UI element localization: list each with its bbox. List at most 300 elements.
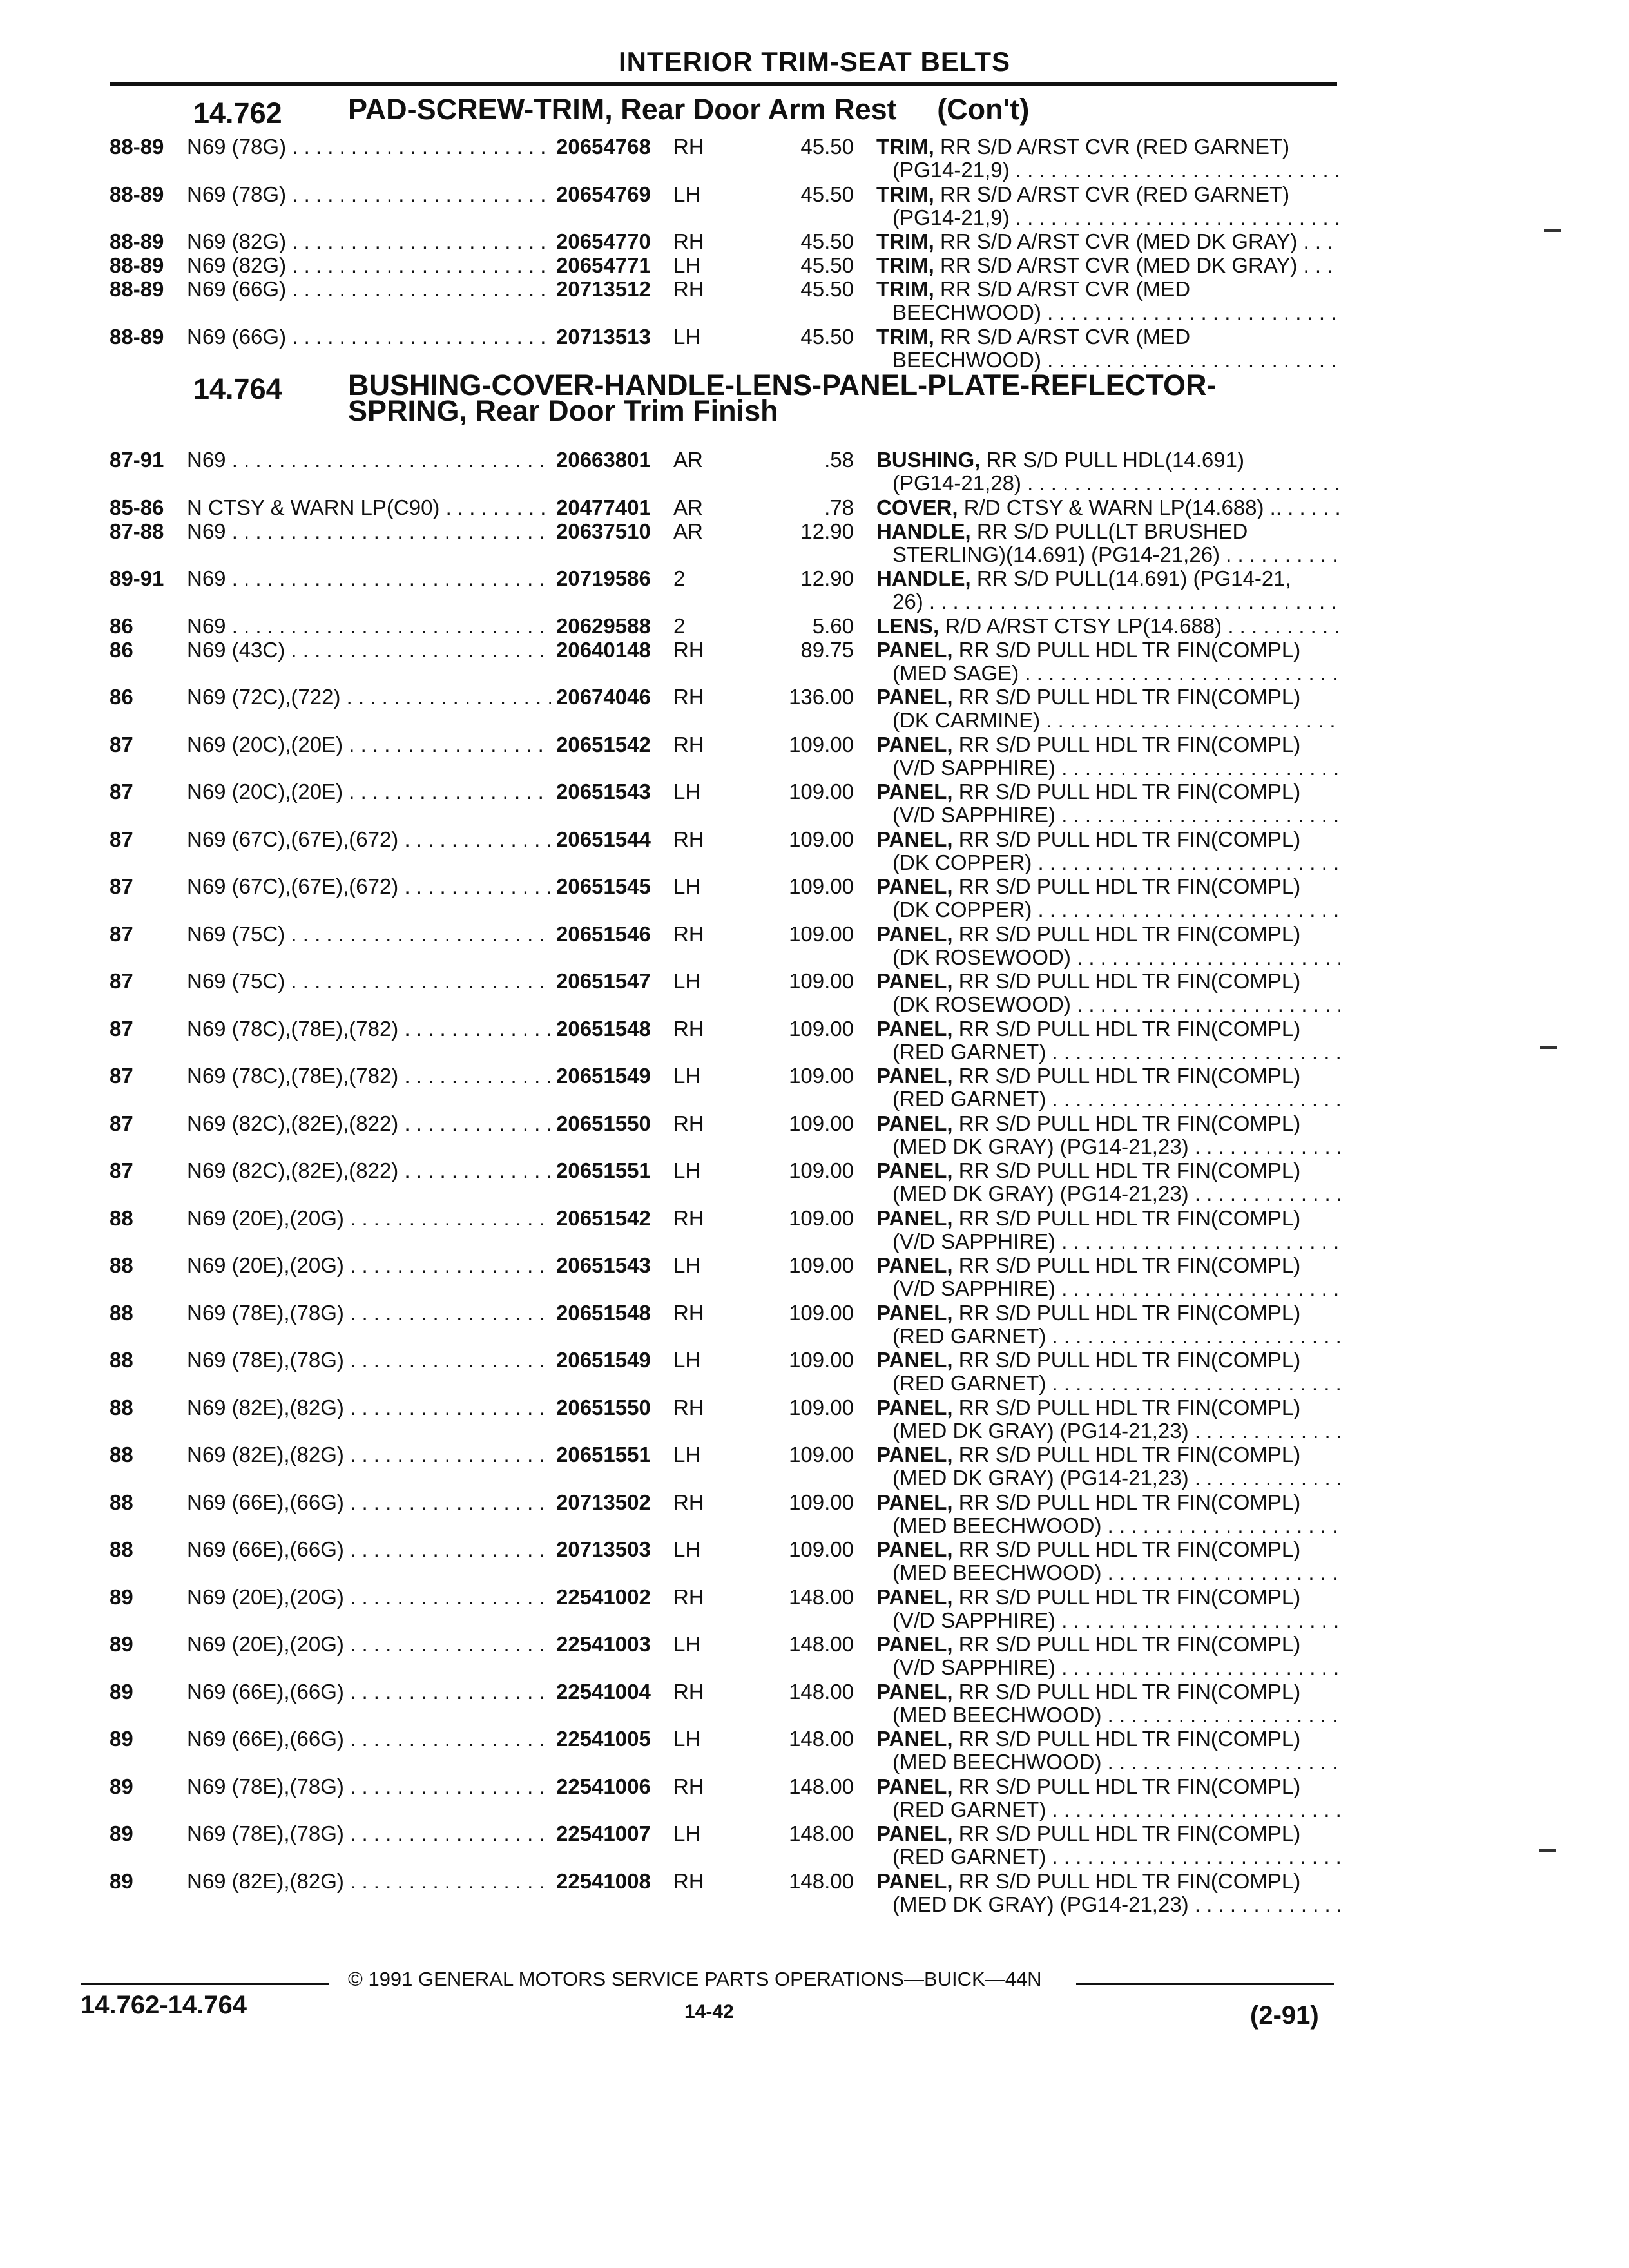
price: 109.00	[789, 827, 854, 851]
price: 109.00	[789, 874, 854, 898]
footer-copyright: © 1991 GENERAL MOTORS SERVICE PARTS OPERATIONS—BUICK—44N	[348, 1968, 1042, 1990]
description-line: PANEL, RR S/D PULL HDL TR FIN(COMPL)	[876, 1349, 1301, 1372]
part-row	[106, 1207, 1350, 1254]
model-year: 89	[110, 1727, 133, 1751]
model-code: N69 (78E),(78G) . . .	[187, 1302, 631, 1325]
model-year: 89	[110, 1869, 133, 1893]
part-row	[106, 875, 1350, 923]
description-continuation: (V/D SAPPHIRE) . . .	[876, 803, 1340, 827]
part-row	[106, 1680, 1350, 1728]
description-line: PANEL, RR S/D PULL HDL TR FIN(COMPL)	[876, 1774, 1301, 1798]
model-code: N69 (78E),(78G) . . .	[187, 1822, 631, 1845]
quantity-side: RH	[673, 827, 704, 851]
description-line: TRIM, RR S/D A/RST CVR (RED GARNET)	[876, 182, 1290, 206]
part-description	[876, 448, 1340, 495]
model-code: N69 (78E),(78G) . . .	[187, 1775, 631, 1798]
part-description	[876, 278, 1340, 324]
description-line: PANEL, RR S/D PULL HDL TR FIN(COMPL)	[876, 638, 1301, 662]
part-row	[106, 325, 1350, 373]
model-code: N69 (75C) . . .	[187, 970, 631, 993]
model-year: 88-89	[110, 182, 164, 206]
description-line: BUSHING, RR S/D PULL HDL(14.691)	[876, 448, 1244, 472]
part-row	[106, 448, 1350, 496]
price: 148.00	[789, 1727, 854, 1751]
price: 109.00	[789, 1016, 854, 1041]
model-year: 89	[110, 1821, 133, 1845]
description-line: PANEL, RR S/D PULL HDL TR FIN(COMPL)	[876, 1301, 1301, 1325]
part-number: 22541008	[551, 1870, 685, 1893]
quantity-side: LH	[673, 1348, 701, 1372]
description-line: PANEL, RR S/D PULL HDL TR FIN(COMPL)	[876, 1396, 1301, 1419]
model-year: 88-89	[110, 253, 164, 277]
description-continuation: BEECHWOOD) . . .	[876, 349, 1340, 372]
price: 109.00	[789, 1064, 854, 1088]
price: 5.60	[812, 613, 854, 638]
model-code: N69 . . .	[187, 567, 631, 590]
part-description	[876, 733, 1340, 780]
part-number: 20651545	[551, 875, 685, 898]
part-description	[876, 496, 1340, 519]
part-number: 20651550	[551, 1112, 685, 1135]
quantity-side: RH	[673, 1206, 704, 1230]
quantity-side: RH	[673, 685, 704, 709]
quantity-side: LH	[673, 324, 701, 349]
quantity-side: LH	[673, 253, 701, 277]
description-continuation: STERLING)(14.691) (PG14-21,26) . . .	[876, 543, 1340, 566]
part-description	[876, 1396, 1340, 1443]
part-number: 20651549	[551, 1349, 685, 1372]
part-description	[876, 686, 1340, 732]
part-number: 22541006	[551, 1775, 685, 1798]
section-title: BUSHING-COVER-HANDLE-LENS-PANEL-PLATE-REFLECTOR- SPRING, Rear Door Trim Finish	[348, 369, 1217, 427]
model-year: 88	[110, 1253, 133, 1277]
price: 12.90	[800, 519, 854, 543]
price: 45.50	[800, 229, 854, 253]
part-number: 20674046	[551, 686, 685, 709]
part-row	[106, 615, 1350, 639]
part-number: 20651542	[551, 733, 685, 756]
price: 109.00	[789, 732, 854, 756]
model-year: 87	[110, 732, 133, 756]
model-year: 88-89	[110, 324, 164, 349]
description-line: TRIM, RR S/D A/RST CVR (MED DK GRAY) . . .	[876, 230, 1340, 253]
part-row	[106, 135, 1350, 183]
part-number: 20654768	[551, 135, 685, 159]
quantity-side: RH	[673, 1584, 704, 1609]
model-code: N69 (20E),(20G) . . .	[187, 1254, 631, 1277]
description-line: TRIM, RR S/D A/RST CVR (MED	[876, 325, 1191, 349]
model-code: N69 (20E),(20G) . . .	[187, 1207, 631, 1230]
part-row	[106, 639, 1350, 686]
model-code: N69 (66E),(66G) . . .	[187, 1538, 631, 1561]
quantity-side: RH	[673, 1679, 704, 1704]
model-year: 86	[110, 637, 133, 662]
part-number: 20651546	[551, 923, 685, 946]
model-year: 87	[110, 780, 133, 803]
part-row	[106, 1349, 1350, 1396]
footer-rule-left	[81, 1983, 329, 1985]
part-row	[106, 1870, 1350, 1917]
description-continuation: (DK ROSEWOOD) . . .	[876, 993, 1340, 1016]
model-code: N CTSY & WARN LP(C90) . . .	[187, 496, 631, 519]
description-line: LENS, R/D A/RST CTSY LP(14.688) . . .	[876, 615, 1340, 638]
description-continuation: (V/D SAPPHIRE) . . .	[876, 1277, 1340, 1300]
price: 148.00	[789, 1632, 854, 1656]
price: 109.00	[789, 1537, 854, 1561]
description-line: TRIM, RR S/D A/RST CVR (MED DK GRAY) . . .	[876, 254, 1340, 277]
quantity-side: 2	[673, 613, 686, 638]
description-line: PANEL, RR S/D PULL HDL TR FIN(COMPL)	[876, 1254, 1301, 1277]
part-number: 20477401	[551, 496, 685, 519]
model-code: N69 (20E),(20G) . . .	[187, 1586, 631, 1609]
quantity-side: RH	[673, 1300, 704, 1325]
part-number: 20640148	[551, 639, 685, 662]
price: 45.50	[800, 324, 854, 349]
model-code: N69 (20E),(20G) . . .	[187, 1633, 631, 1656]
part-description	[876, 1538, 1340, 1584]
description-line: PANEL, RR S/D PULL HDL TR FIN(COMPL)	[876, 686, 1301, 709]
quantity-side: RH	[673, 732, 704, 756]
price: .58	[824, 448, 854, 472]
description-continuation: (MED DK GRAY) (PG14-21,23) . . .	[876, 1419, 1340, 1443]
price: 109.00	[789, 780, 854, 803]
footer-rule-right	[1076, 1983, 1334, 1985]
quantity-side: LH	[673, 1158, 701, 1182]
description-continuation: (V/D SAPPHIRE) . . .	[876, 1656, 1340, 1679]
part-row	[106, 1159, 1350, 1207]
price: 109.00	[789, 1158, 854, 1182]
part-description	[876, 1017, 1340, 1064]
edge-mark	[1544, 229, 1561, 232]
model-year: 85-86	[110, 495, 164, 519]
model-code: N69 (67C),(67E),(672) . . .	[187, 875, 631, 898]
quantity-side: AR	[673, 519, 703, 543]
part-row	[106, 1254, 1350, 1302]
part-description	[876, 135, 1340, 182]
part-row	[106, 686, 1350, 733]
description-continuation: (MED DK GRAY) (PG14-21,23) . . .	[876, 1182, 1340, 1206]
quantity-side: LH	[673, 1537, 701, 1561]
model-code: N69 (78G) . . .	[187, 135, 631, 159]
model-year: 86	[110, 613, 133, 638]
price: 148.00	[789, 1774, 854, 1798]
description-line: PANEL, RR S/D PULL HDL TR FIN(COMPL)	[876, 1443, 1301, 1466]
model-year: 88-89	[110, 229, 164, 253]
quantity-side: RH	[673, 229, 704, 253]
model-year: 87	[110, 921, 133, 946]
part-number: 22541003	[551, 1633, 685, 1656]
part-description	[876, 1491, 1340, 1537]
part-description	[876, 828, 1340, 874]
part-row	[106, 254, 1350, 278]
description-continuation: (MED DK GRAY) (PG14-21,23) . . .	[876, 1893, 1340, 1916]
part-number: 20651548	[551, 1302, 685, 1325]
quantity-side: LH	[673, 969, 701, 993]
quantity-side: RH	[673, 1016, 704, 1041]
quantity-side: AR	[673, 495, 703, 519]
description-line: PANEL, RR S/D PULL HDL TR FIN(COMPL)	[876, 1490, 1301, 1514]
part-description	[876, 1870, 1340, 1916]
description-line: TRIM, RR S/D A/RST CVR (RED GARNET)	[876, 135, 1290, 159]
model-year: 87	[110, 1158, 133, 1182]
part-description	[876, 254, 1340, 277]
quantity-side: RH	[673, 921, 704, 946]
price: 45.50	[800, 253, 854, 277]
quantity-side: RH	[673, 1111, 704, 1135]
description-line: PANEL, RR S/D PULL HDL TR FIN(COMPL)	[876, 1822, 1301, 1845]
part-number: 20651543	[551, 780, 685, 803]
price: 109.00	[789, 1490, 854, 1514]
part-row	[106, 1727, 1350, 1775]
model-code: N69 . . .	[187, 615, 631, 638]
part-row	[106, 1633, 1350, 1680]
part-description	[876, 1207, 1340, 1253]
part-description	[876, 875, 1340, 921]
model-year: 87	[110, 874, 133, 898]
description-line: PANEL, RR S/D PULL HDL TR FIN(COMPL)	[876, 1159, 1301, 1182]
description-continuation: (RED GARNET) . . .	[876, 1798, 1340, 1821]
description-line: PANEL, RR S/D PULL HDL TR FIN(COMPL)	[876, 970, 1301, 993]
quantity-side: RH	[673, 1395, 704, 1419]
part-row	[106, 780, 1350, 828]
quantity-side: LH	[673, 182, 701, 206]
description-line: PANEL, RR S/D PULL HDL TR FIN(COMPL)	[876, 1111, 1301, 1135]
model-code: N69 (82C),(82E),(822) . . .	[187, 1112, 631, 1135]
description-continuation: (RED GARNET) . . .	[876, 1088, 1340, 1111]
description-continuation: (RED GARNET) . . .	[876, 1041, 1340, 1064]
price: 109.00	[789, 921, 854, 946]
part-description	[876, 1633, 1340, 1679]
part-row	[106, 828, 1350, 876]
price: 148.00	[789, 1584, 854, 1609]
price: 89.75	[800, 637, 854, 662]
part-description	[876, 1586, 1340, 1632]
model-year: 88-89	[110, 277, 164, 301]
part-number: 20629588	[551, 615, 685, 638]
part-number: 20651551	[551, 1443, 685, 1466]
model-year: 89-91	[110, 566, 164, 590]
description-line: HANDLE, RR S/D PULL(LT BRUSHED	[876, 519, 1248, 543]
part-number: 20651544	[551, 828, 685, 851]
part-number: 20651550	[551, 1396, 685, 1419]
section-14762-list	[106, 135, 1350, 372]
model-year: 87-88	[110, 519, 164, 543]
model-code: N69 (20C),(20E) . . .	[187, 733, 631, 756]
description-continuation: (MED BEECHWOOD) . . .	[876, 1561, 1340, 1584]
part-row	[106, 733, 1350, 781]
edge-mark	[1540, 1046, 1557, 1049]
part-row	[106, 1538, 1350, 1586]
footer-section-range: 14.762-14.764	[81, 1991, 247, 2019]
price: 148.00	[789, 1869, 854, 1893]
model-year: 89	[110, 1584, 133, 1609]
model-year: 89	[110, 1679, 133, 1704]
section-14762-heading	[106, 93, 1350, 135]
description-line: TRIM, RR S/D A/RST CVR (MED	[876, 278, 1191, 301]
description-line: PANEL, RR S/D PULL HDL TR FIN(COMPL)	[876, 1680, 1301, 1704]
description-line: COVER, R/D CTSY & WARN LP(14.688) .. . . .	[876, 496, 1340, 519]
part-row	[106, 1017, 1350, 1065]
part-row	[106, 567, 1350, 615]
model-code: N69 (66G) . . .	[187, 325, 631, 349]
part-description	[876, 780, 1340, 827]
description-continuation: (DK CARMINE) . . .	[876, 709, 1340, 732]
description-line: PANEL, RR S/D PULL HDL TR FIN(COMPL)	[876, 1206, 1301, 1230]
model-year: 87-91	[110, 448, 164, 472]
price: 45.50	[800, 277, 854, 301]
part-description	[876, 1064, 1340, 1111]
model-year: 88	[110, 1206, 133, 1230]
model-year: 88	[110, 1490, 133, 1514]
price: 45.50	[800, 135, 854, 159]
model-year: 87	[110, 1111, 133, 1135]
quantity-side: LH	[673, 1443, 701, 1466]
quantity-side: LH	[673, 1253, 701, 1277]
price: 109.00	[789, 1253, 854, 1277]
part-description	[876, 1159, 1340, 1206]
section-title: PAD-SCREW-TRIM, Rear Door Arm Rest (Con't)	[348, 93, 1030, 126]
quantity-side: LH	[673, 1821, 701, 1845]
price: 148.00	[789, 1821, 854, 1845]
description-line: PANEL, RR S/D PULL HDL TR FIN(COMPL)	[876, 1869, 1301, 1893]
part-row	[106, 1396, 1350, 1444]
part-row	[106, 1112, 1350, 1160]
part-number: 20637510	[551, 520, 685, 543]
model-year: 87	[110, 1064, 133, 1088]
part-description	[876, 1775, 1340, 1821]
description-line: PANEL, RR S/D PULL HDL TR FIN(COMPL)	[876, 1585, 1301, 1609]
price: 109.00	[789, 1111, 854, 1135]
description-continuation: (DK COPPER) . . .	[876, 851, 1340, 874]
description-continuation: (MED SAGE) . . .	[876, 662, 1340, 685]
price: 109.00	[789, 1395, 854, 1419]
part-number: 20654769	[551, 183, 685, 206]
description-continuation: (V/D SAPPHIRE) . . .	[876, 756, 1340, 780]
description-continuation: (V/D SAPPHIRE) . . .	[876, 1230, 1340, 1253]
description-line: PANEL, RR S/D PULL HDL TR FIN(COMPL)	[876, 922, 1301, 946]
model-code: N69 (82E),(82G) . . .	[187, 1396, 631, 1419]
part-number: 20651549	[551, 1064, 685, 1088]
description-line: PANEL, RR S/D PULL HDL TR FIN(COMPL)	[876, 1064, 1301, 1088]
quantity-side: AR	[673, 448, 703, 472]
part-number: 20713512	[551, 278, 685, 301]
part-number: 20654771	[551, 254, 685, 277]
quantity-side: RH	[673, 135, 704, 159]
description-line: PANEL, RR S/D PULL HDL TR FIN(COMPL)	[876, 1538, 1301, 1561]
model-code: N69 (78E),(78G) . . .	[187, 1349, 631, 1372]
part-number: 20713513	[551, 325, 685, 349]
quantity-side: LH	[673, 1727, 701, 1751]
description-line: PANEL, RR S/D PULL HDL TR FIN(COMPL)	[876, 733, 1301, 756]
model-code: N69 (66G) . . .	[187, 278, 631, 301]
header-rule	[110, 82, 1337, 86]
model-year: 88-89	[110, 135, 164, 159]
description-continuation: (PG14-21,28) . . .	[876, 472, 1340, 495]
edge-mark	[1539, 1849, 1556, 1852]
part-description	[876, 230, 1340, 253]
part-row	[106, 278, 1350, 325]
part-number: 20651543	[551, 1254, 685, 1277]
part-description	[876, 1349, 1340, 1395]
part-row	[106, 923, 1350, 970]
model-code: N69 (67C),(67E),(672) . . .	[187, 828, 631, 851]
part-number: 20713502	[551, 1491, 685, 1514]
part-description	[876, 567, 1340, 613]
part-row	[106, 1302, 1350, 1349]
part-number: 22541005	[551, 1727, 685, 1751]
description-continuation: (RED GARNET) . . .	[876, 1372, 1340, 1395]
part-row	[106, 1586, 1350, 1633]
model-year: 89	[110, 1774, 133, 1798]
description-continuation: (V/D SAPPHIRE) . . .	[876, 1609, 1340, 1632]
quantity-side: LH	[673, 874, 701, 898]
model-code: N69 (66E),(66G) . . .	[187, 1727, 631, 1751]
quantity-side: LH	[673, 1632, 701, 1656]
part-description	[876, 1302, 1340, 1348]
part-description	[876, 1822, 1340, 1869]
description-line: PANEL, RR S/D PULL HDL TR FIN(COMPL)	[876, 780, 1301, 803]
part-row	[106, 1064, 1350, 1112]
page-header: INTERIOR TRIM-SEAT BELTS	[618, 46, 1011, 77]
part-row	[106, 1443, 1350, 1491]
description-continuation: BEECHWOOD) . . .	[876, 301, 1340, 324]
description-line: PANEL, RR S/D PULL HDL TR FIN(COMPL)	[876, 827, 1301, 851]
model-code: N69 (82G) . . .	[187, 230, 631, 253]
description-continuation: (DK ROSEWOOD) . . .	[876, 946, 1340, 969]
quantity-side: 2	[673, 566, 686, 590]
part-row	[106, 496, 1350, 520]
price: 109.00	[789, 969, 854, 993]
part-description	[876, 1254, 1340, 1300]
model-code: N69 (82E),(82G) . . .	[187, 1443, 631, 1466]
price: 109.00	[789, 1348, 854, 1372]
part-number: 22541007	[551, 1822, 685, 1845]
quantity-side: RH	[673, 1869, 704, 1893]
model-year: 88	[110, 1300, 133, 1325]
model-year: 87	[110, 827, 133, 851]
footer-date: (2-91)	[1250, 2001, 1319, 2030]
price: 109.00	[789, 1206, 854, 1230]
model-code: N69 (43C) . . .	[187, 639, 631, 662]
part-description	[876, 1727, 1340, 1774]
part-number: 22541004	[551, 1680, 685, 1704]
part-description	[876, 615, 1340, 638]
quantity-side: RH	[673, 277, 704, 301]
section-number: 14.762	[193, 97, 282, 130]
description-line: PANEL, RR S/D PULL HDL TR FIN(COMPL)	[876, 1633, 1301, 1656]
model-code: N69 (78C),(78E),(782) . . .	[187, 1064, 631, 1088]
price: 148.00	[789, 1679, 854, 1704]
model-year: 87	[110, 969, 133, 993]
part-description	[876, 520, 1340, 566]
part-description	[876, 923, 1340, 969]
quantity-side: LH	[673, 1064, 701, 1088]
model-year: 86	[110, 685, 133, 709]
model-code: N69 (78G) . . .	[187, 183, 631, 206]
quantity-side: RH	[673, 1490, 704, 1514]
model-code: N69 (78C),(78E),(782) . . .	[187, 1017, 631, 1041]
model-year: 89	[110, 1632, 133, 1656]
model-code: N69 (72C),(722) . . .	[187, 686, 631, 709]
description-continuation: 26) . . .	[876, 590, 1340, 613]
description-continuation: (MED DK GRAY) (PG14-21,23) . . .	[876, 1135, 1340, 1158]
part-number: 20651542	[551, 1207, 685, 1230]
part-row	[106, 183, 1350, 231]
model-code: N69 (66E),(66G) . . .	[187, 1680, 631, 1704]
description-continuation: (MED BEECHWOOD) . . .	[876, 1751, 1340, 1774]
part-number: 22541002	[551, 1586, 685, 1609]
description-continuation: (PG14-21,9) . . .	[876, 159, 1340, 182]
